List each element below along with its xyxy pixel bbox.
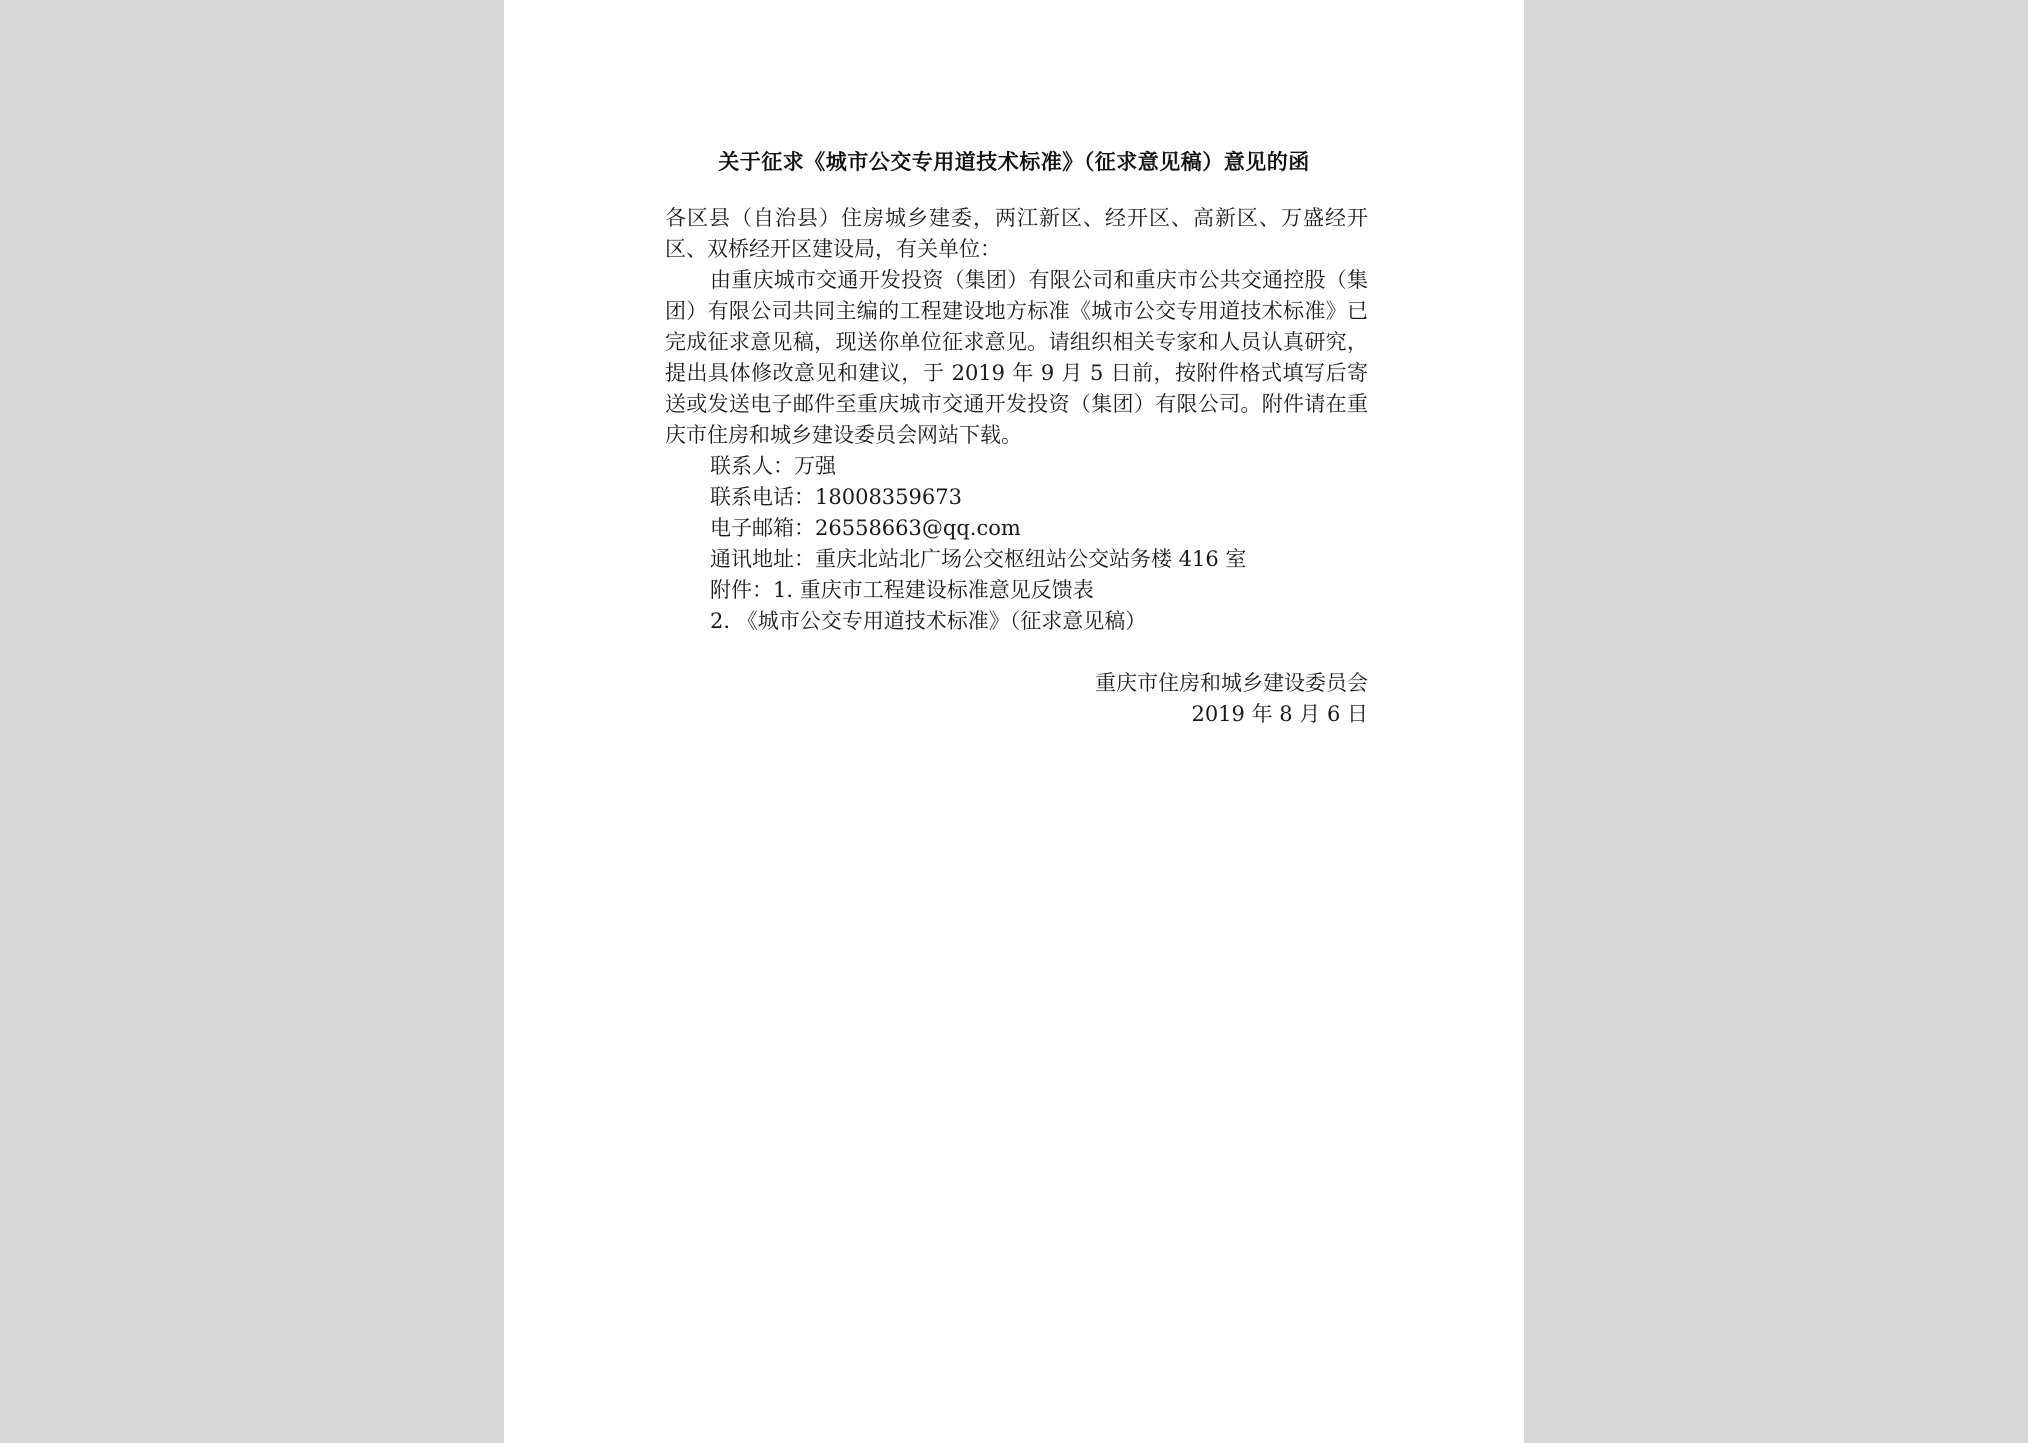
attachment-1: 附件：1. 重庆市工程建设标准意见反馈表 <box>710 578 1094 602</box>
document-title: 关于征求《城市公交专用道技术标准》（征求意见稿）意见的函 <box>718 149 1310 174</box>
recipient-paragraph: 各区县（自治县）住房城乡建委，两江新区、经开区、高新区、万盛经开区、双桥经开区建设局，有关单位： <box>665 206 1368 261</box>
document-body <box>665 203 1368 730</box>
issue-date: 2019 年 8 月 6 日 <box>1191 702 1368 726</box>
signature-block <box>665 668 1368 730</box>
document-page <box>504 0 1524 1443</box>
issuer-name: 重庆市住房和城乡建设委员会 <box>1095 671 1368 695</box>
contact-person: 联系人：万强 <box>710 454 836 478</box>
attachment-2: 2. 《城市公交专用道技术标准》（征求意见稿） <box>710 609 1147 633</box>
contact-address: 通讯地址：重庆北站北广场公交枢纽站公交站务楼 416 室 <box>710 547 1247 571</box>
main-paragraph: 由重庆城市交通开发投资（集团）有限公司和重庆市公共交通控股（集团）有限公司共同主编的工程建设地方标准《城市公交专用道技术标准》已完成征求意见稿，现送你单位征求意见。请组织相关专家和人员认真研究，提出具体修改意见和建议，于 2019 年 9 月 5 日前，按附件格式填写后寄送或发送电子邮件至重庆城市交通开发投资（集团）有限公司。附件请在重庆市住房和城乡建设委员会网站下载。 <box>665 268 1368 447</box>
contact-phone: 联系电话：18008359673 <box>710 485 962 509</box>
contact-email: 电子邮箱：26558663@qq.com <box>710 516 1021 540</box>
